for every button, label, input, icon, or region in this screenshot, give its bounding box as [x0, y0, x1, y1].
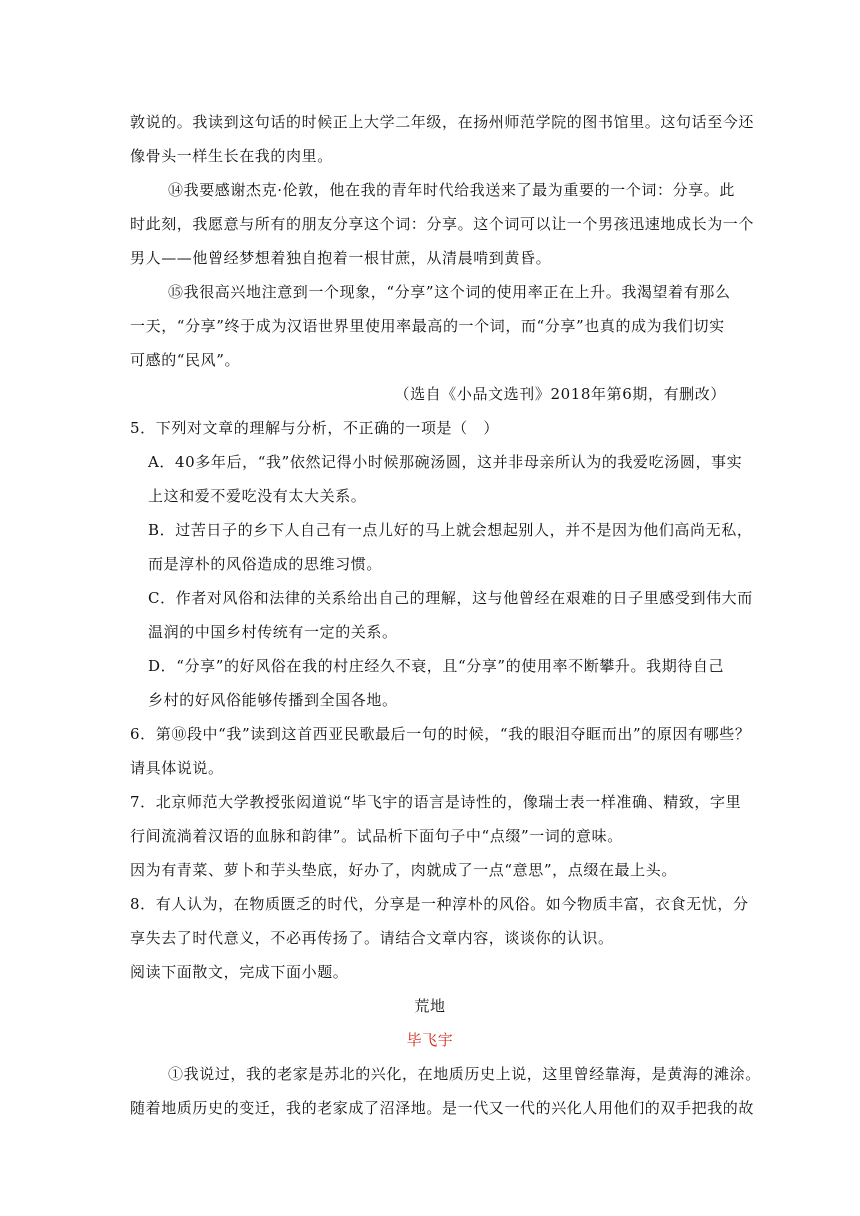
paragraph-line: 一天，“分享”终于成为汉语世界里使用率最高的一个词，而“分享”也真的成为我们切实 [130, 317, 725, 335]
option-c: C．作者对风俗和法律的关系给出自己的理解，这与他曾经在艰难的日子里感受到伟大而 [148, 589, 753, 607]
question-6: 6．第⑩段中“我”读到这首西亚民歌最后一句的时候，“我的眼泪夺眶而出”的原因有哪些？ [130, 725, 751, 743]
source-citation: （选自《小品文选刊》2018年第6期，有删改） [394, 385, 726, 403]
option-a-cont: 上这和爱不爱吃没有太大关系。 [148, 487, 367, 505]
question-6-cont: 请具体说说。 [130, 759, 224, 777]
option-a: A．40多年后，“我”依然记得小时候那碗汤圆，这并非母亲所认为的我爱吃汤圆，事实 [148, 453, 743, 471]
paragraph-line: ⑮我很高兴地注意到一个现象，“分享”这个词的使用率正在上升。我渴望着有那么 [168, 283, 731, 301]
question-7-cont: 行间流淌着汉语的血脉和韵律”。试品析下面句子中“点缀”一词的意味。 [130, 827, 623, 845]
paragraph-line: 像骨头一样生长在我的肉里。 [130, 147, 333, 165]
paragraph-line: ①我说过，我的老家是苏北的兴化，在地质历史上说，这里曾经靠海，是黄海的滩涂。 [168, 1065, 761, 1083]
paragraph-line: ⑭我要感谢杰克·伦敦，他在我的青年时代给我送来了最为重要的一个词：分享。此 [168, 181, 735, 199]
paragraph-line: 男人——他曾经梦想着独自抱着一根甘蔗，从清晨啃到黄昏。 [130, 249, 552, 267]
question-7: 7．北京师范大学教授张闳道说“毕飞宇的语言是诗性的，像瑞士表一样准确、精致，字里 [130, 793, 742, 811]
question-8-cont: 享失去了时代意义，不必再传扬了。请结合文章内容，谈谈你的认识。 [130, 929, 614, 947]
essay-title: 荒地 [414, 997, 446, 1015]
essay-author: 毕飞宇 [406, 1031, 454, 1049]
question-5: 5．下列对文章的理解与分析，不正确的一项是（ ） [130, 419, 499, 437]
option-b: B．过苦日子的乡下人自己有一点儿好的马上就会想起别人，并不是因为他们高尚无私， [148, 521, 753, 539]
paragraph-line: 随着地质历史的变迁，我的老家成了沼泽地。是一代又一代的兴化人用他们的双手把我的故 [130, 1099, 755, 1117]
reading-instruction: 阅读下面散文，完成下面小题。 [130, 963, 349, 981]
option-b-cont: 而是淳朴的风俗造成的思维习惯。 [148, 555, 383, 573]
option-d: D．“分享”的好风俗在我的村庄经久不衰，且“分享”的使用率不断攀升。我期待自己 [148, 657, 725, 675]
question-8: 8．有人认为，在物质匮乏的时代，分享是一种淳朴的风俗。如今物质丰富，衣食无忧，分 [130, 895, 749, 913]
paragraph-line: 敦说的。我读到这句话的时候正上大学二年级，在扬州师范学院的图书馆里。这句话至今还 [130, 113, 755, 131]
option-d-cont: 乡村的好风俗能够传播到全国各地。 [148, 691, 398, 709]
paragraph-line: 时此刻，我愿意与所有的朋友分享这个词：分享。这个词可以让一个男孩迅速地成长为一个 [130, 215, 755, 233]
option-c-cont: 温润的中国乡村传统有一定的关系。 [148, 623, 398, 641]
quoted-sentence: 因为有青菜、萝卜和芋头垫底，好办了，肉就成了一点“意思”，点缀在最上头。 [130, 861, 677, 879]
paragraph-line: 可感的“民风”。 [130, 351, 241, 369]
